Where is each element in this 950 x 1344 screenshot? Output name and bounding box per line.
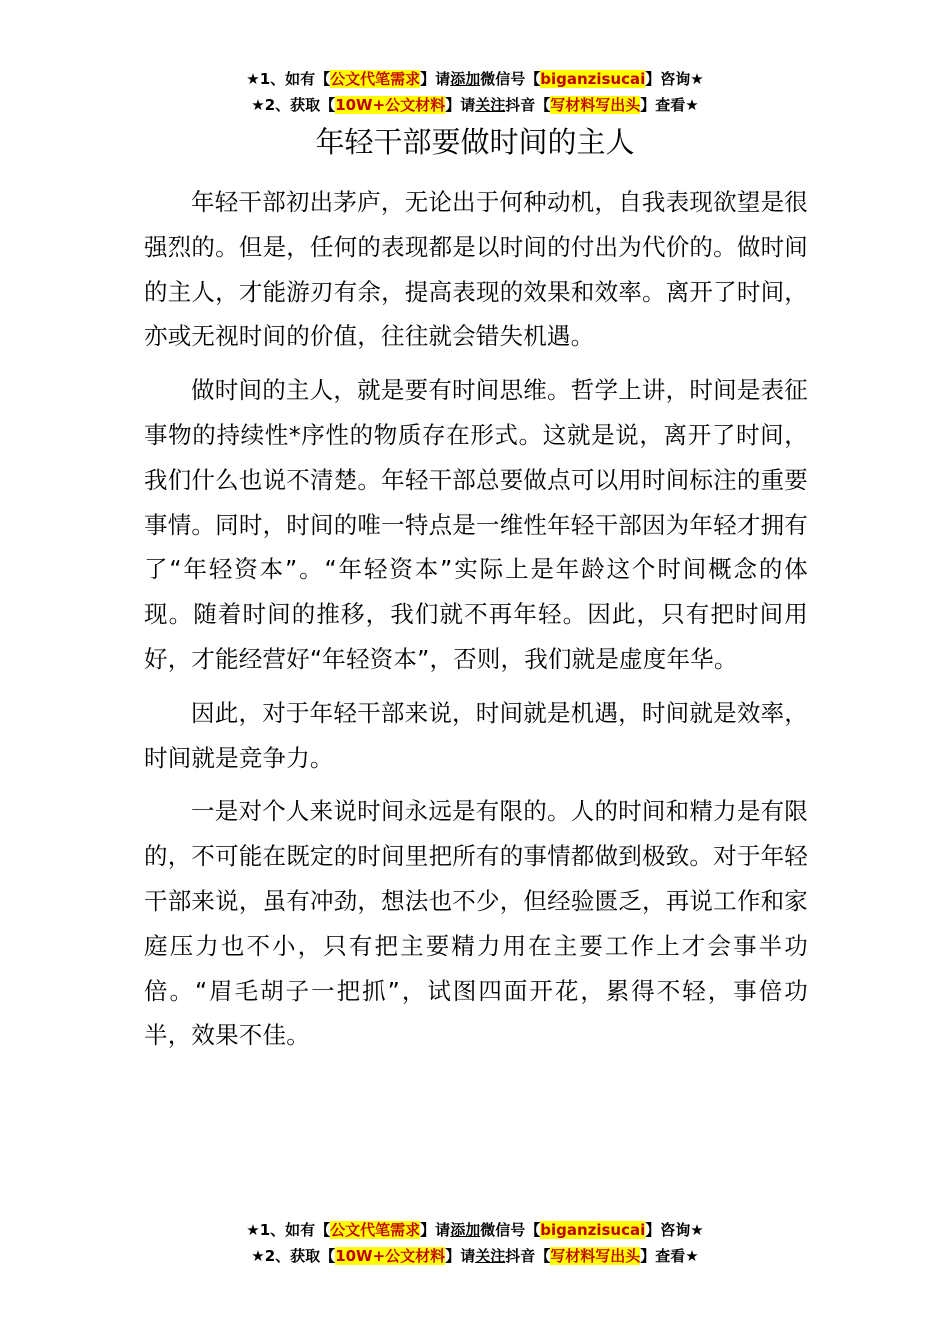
banner-highlight: 公文代笔需求: [330, 1221, 421, 1239]
banner-highlight: 公文代笔需求: [330, 70, 421, 88]
paragraph: 因此，对于年轻干部来说，时间就是机遇，时间就是效率，时间就是竞争力。: [144, 698, 808, 772]
document-title: 年轻干部要做时间的主人: [315, 125, 635, 159]
banner-line-2: ★2、获取【10W+公文材料】请关注抖音【写材料写出头】查看★: [251, 1247, 699, 1265]
paragraph: 年轻干部初出茅庐，无论出于何种动机，自我表现欲望是很强烈的。但是，任何的表现都是以时间的付出为代价的。做时间的主人，才能游刃有余，提高表现的效果和效率。离开了时间，亦或无视时间的价值，往往就会错失机遇。: [144, 188, 808, 351]
banner-highlight: 10W+公文材料: [335, 1247, 446, 1265]
banner-wechat-id: biganzisucai: [540, 1221, 646, 1239]
document-body: [144, 180, 808, 1058]
banner-wechat-id: biganzisucai: [540, 70, 646, 88]
banner-line-1: ★1、如有【公文代笔需求】请添加微信号【biganzisucai】咨询★: [246, 70, 704, 88]
banner-douyin-id: 写材料写出头: [550, 1247, 641, 1265]
paragraph: 一是对个人来说时间永远是有限的。人的时间和精力是有限的，不可能在既定的时间里把所有的事情都做到极致。对于年轻干部来说，虽有冲劲，想法也不少，但经验匮乏，再说工作和家庭压力也不小，只有把主要精力用在主要工作上才会事半功倍。“眉毛胡子一把抓”，试图四面开花，累得不轻，事倍功半，效果不佳。: [144, 797, 808, 1050]
paragraph: 做时间的主人，就是要有时间思维。哲学上讲，时间是表征事物的持续性*序性的物质存在形式。这就是说，离开了时间，我们什么也说不清楚。年轻干部总要做点可以用时间标注的重要事情。同时，时间的唯一特点是一维性年轻干部因为年轻才拥有了“年轻资本”。“年轻资本”实际上是年龄这个时间概念的体现。随着时间的推移，我们就不再年轻。因此，只有把时间用好，才能经营好“年轻资本”，否则，我们就是虚度年华。: [144, 376, 808, 673]
banner-line-1: ★1、如有【公文代笔需求】请添加微信号【biganzisucai】咨询★: [246, 1221, 704, 1239]
banner-highlight: 10W+公文材料: [335, 96, 446, 114]
banner-line-2: ★2、获取【10W+公文材料】请关注抖音【写材料写出头】查看★: [251, 96, 699, 114]
header-banner: [0, 66, 950, 118]
banner-douyin-id: 写材料写出头: [550, 96, 641, 114]
footer-banner: [0, 1217, 950, 1269]
